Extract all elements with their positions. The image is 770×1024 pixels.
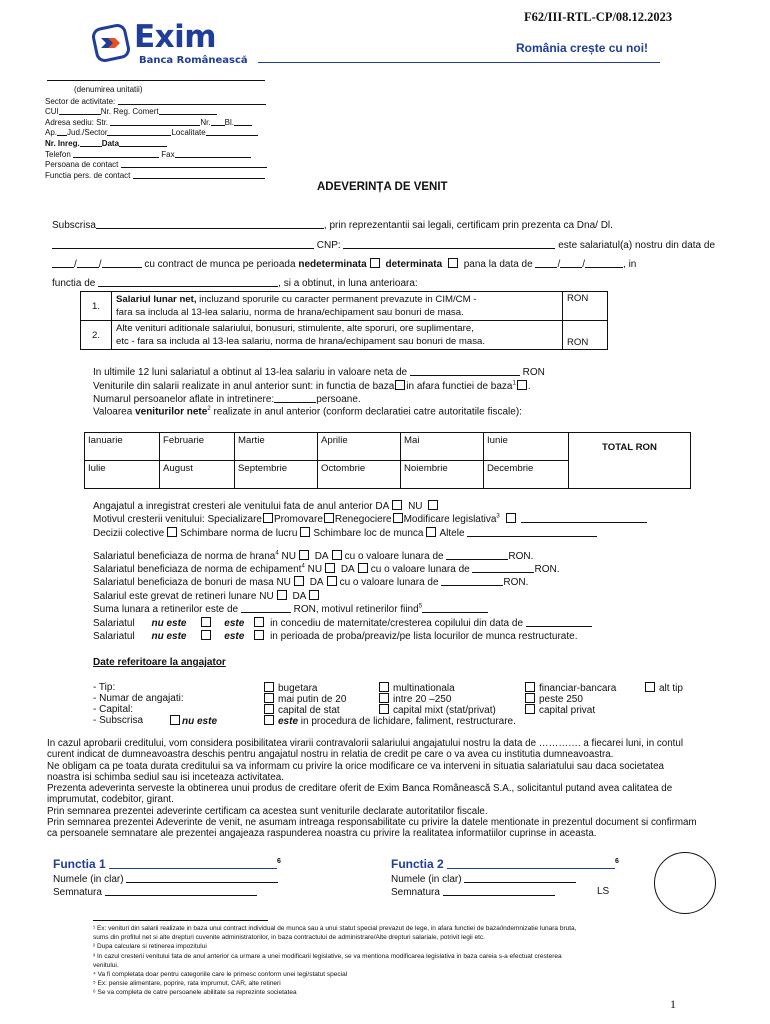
bugetara-checkbox[interactable]	[264, 682, 274, 692]
bugetara-option[interactable]: bugetara	[264, 682, 317, 694]
address-field[interactable]: Adresa sediu: Str. Nr. Bl.	[45, 116, 252, 127]
nedeterminata-checkbox[interactable]	[370, 258, 380, 268]
table-row	[81, 292, 608, 321]
month-cell[interactable]: Mai	[401, 433, 484, 461]
logo-subtitle: Banca Românească	[139, 55, 248, 66]
month-cell[interactable]: Iunie	[484, 433, 569, 461]
stats-line-1[interactable]: In ultimile 12 luni salariatul a obtinut al 13-lea salariu in valoare neta de RON	[93, 367, 545, 378]
echipament-da-checkbox[interactable]	[358, 563, 368, 573]
registration-field[interactable]: Nr. Inreg. Data	[45, 137, 167, 148]
phone-field[interactable]: Telefon Fax	[45, 148, 251, 159]
ls-label: LS	[597, 886, 610, 897]
procedura-checkbox[interactable]	[264, 715, 274, 725]
table-row	[85, 433, 691, 461]
nu-este-checkbox[interactable]	[170, 715, 180, 725]
alt-tip-option[interactable]: alt tip	[645, 682, 683, 694]
row-number: 1.	[81, 292, 112, 321]
intro-line-2[interactable]: CNP: este salariatul(a) nostru din data de	[52, 239, 715, 251]
row-number: 2.	[81, 321, 112, 350]
capital-stat-checkbox[interactable]	[264, 704, 274, 714]
month-cell[interactable]: Decembrie	[484, 461, 569, 489]
maternity-leave-line[interactable]: Salariatul nu este este in concediu de maternitate/cresterea copilului din data de	[93, 617, 592, 629]
peste-checkbox[interactable]	[525, 693, 535, 703]
multinationala-checkbox[interactable]	[379, 682, 389, 692]
bonuri-da-checkbox[interactable]	[327, 576, 337, 586]
signatory-1-name[interactable]: Numele (in clar)	[53, 873, 278, 885]
monthly-income-table	[84, 432, 691, 489]
mai-putin-checkbox[interactable]	[264, 693, 274, 703]
specializare-checkbox[interactable]	[263, 513, 273, 523]
signatory-1-signature[interactable]: Semnatura	[53, 886, 257, 898]
functia-baza-checkbox[interactable]	[395, 380, 405, 390]
page-title: ADEVERINȚA DE VENIT	[317, 181, 448, 193]
income-value-cell[interactable]: RON	[563, 321, 608, 350]
logo-name: Exim	[134, 19, 217, 55]
stats-line-4: Valoarea veniturilor nete$^2$ realizate in anul anterior (conform declaratiei catre autoritatile fiscale):	[93, 406, 522, 418]
month-cell[interactable]: Noiembrie	[401, 461, 484, 489]
form-code: F62/III-RTL-CP/08.12.2023	[524, 10, 673, 24]
bank-logo	[92, 19, 248, 72]
echipament-nu-checkbox[interactable]	[325, 563, 335, 573]
stats-line-2[interactable]: Veniturile din salarii realizate in anul anterior sunt: in functia de baza in afara functiei de baza$^1$ .	[93, 380, 531, 392]
employer-name-line[interactable]	[47, 80, 265, 81]
deductions-amount-line[interactable]: Suma lunara a retinerilor este de RON, motivul retinerilor fiind$^5$	[93, 603, 488, 615]
concediu-nu-este-checkbox[interactable]	[201, 617, 211, 627]
employer-type-label: - Tip:	[93, 682, 116, 693]
increase-reason-line-2[interactable]: Decizii colective Schimbare norma de lucru Schimbare loc de munca Altele	[93, 527, 597, 539]
subscrisa-nu-este[interactable]: nu este	[170, 715, 217, 727]
intro-line-3[interactable]: / / cu contract de munca pe perioada nedeterminata determinata pana la data de / / , in	[52, 258, 636, 270]
month-cell[interactable]: August	[160, 461, 235, 489]
income-increase-line[interactable]: Angajatul a inregistrat cresteri ale venitului fata de anul anterior DA NU	[93, 500, 441, 512]
probation-line[interactable]: Salariatul nu este este in perioada de proba/preaviz/pe lista locurilor de munca restructurate.	[93, 631, 578, 642]
income-description: Salariul lunar net, incluzand sporurile cu caracter permanent prevazute in CIM/CM - fara sa includa al 13-lea salariu, norma de hrana/echipament sau bonuri de masa.	[112, 292, 563, 321]
declaration-paragraphs: In cazul aprobarii creditului, vom considera posibilitatea virarii contravalorii salariului angajatului nostru la data de …………. a fiecarei luni, in contul curent indicat de dumneavoastra deschis pentru angajatul nostru in relatia de credit pe care o va avea cu institutia dumneavoastra. Ne obligam ca pe toata durata creditului sa va informam cu privire la orice modificare ce va interveni in situatia salariatului sau daca societatea noastra isi schimba sediul sau isi inceteaza activitatea. Prezenta adeverinta serveste la obtinerea unui produs de creditare oferit de Exim Banca Românească S.A., solicitantul putand avea calitatea de imprumutat, codebitor, girant. Prin semnarea prezentei adeverinte certificam ca acestea sunt veniturile declarate autoritatilor fiscale. Prin semnarea prezentei Adeverinte de venit, ne asumam intreaga responsabilitate cu privire la datele mentionate in prezentul document si confirmam ca persoanele semnatare ale prezentei angajeaza raspunderea noastra cu privire la realitatea informatiilor cuprinse in aceasta.	[47, 738, 697, 840]
subscrisa-label: - Subscrisa	[93, 715, 144, 726]
determinata-checkbox[interactable]	[448, 258, 458, 268]
capital-mixt-checkbox[interactable]	[379, 704, 389, 714]
page-number: 1	[670, 997, 676, 1011]
stamp-circle[interactable]	[654, 852, 716, 914]
meal-vouchers-line[interactable]: Salariatul beneficiaza de bonuri de masa NU DA cu o valoare lunara de RON.	[93, 577, 529, 588]
signatory-1-function[interactable]: Functia 1 $^6$	[53, 857, 281, 871]
cui-field[interactable]: CUI Nr. Reg. Comert	[45, 105, 217, 116]
renegociere-checkbox[interactable]	[393, 513, 403, 523]
afara-functiei-checkbox[interactable]	[517, 380, 527, 390]
employer-data-heading: Date referitoare la angajator	[93, 657, 226, 668]
capital-label: - Capital:	[93, 704, 134, 715]
hrana-nu-checkbox[interactable]	[299, 550, 309, 560]
decizii-checkbox[interactable]	[167, 527, 177, 537]
capital-privat-option[interactable]: capital privat	[525, 704, 595, 716]
signatory-2-function[interactable]: Functia 2 $^6$	[391, 857, 619, 871]
stats-line-3[interactable]: Numarul persoanelor aflate in intretinere: persoane.	[93, 394, 361, 405]
schimbare-norma-checkbox[interactable]	[300, 527, 310, 537]
intro-line-1[interactable]: Subscrisa , prin reprezentantii sai legali, certificam prin prezenta ca Dna/ Dl.	[52, 220, 613, 231]
employee-count-label: - Numar de angajati:	[93, 693, 184, 704]
financiar-option[interactable]: financiar-bancara	[525, 682, 616, 694]
increase-reason-line[interactable]: Motivul cresterii venitului: Specializare Promovare Renegociere Modificare legislativa$^3$	[93, 513, 647, 525]
equipment-norm-line[interactable]: Salariatul beneficiaza de norma de echipament$^4$ NU DA cu o valoare lunara de RON.	[93, 563, 560, 575]
retineri-da-checkbox[interactable]	[309, 590, 319, 600]
intre-checkbox[interactable]	[379, 693, 389, 703]
multinationala-option[interactable]: multinationala	[379, 682, 455, 694]
income-description: Alte venituri aditionale salariului, bonusuri, stimulente, alte sporuri, ore suplimentare, etc - fara sa includa al 13-lea salariu, norma de hrana/echipament sau bonuri de masa.	[112, 321, 563, 350]
sector-field[interactable]: Sector de activitate:	[45, 95, 266, 106]
bonuri-nu-checkbox[interactable]	[294, 576, 304, 586]
procedura-option[interactable]: este in procedura de lichidare, faliment, restructurare.	[264, 715, 516, 727]
increase-nu-checkbox[interactable]	[428, 500, 438, 510]
concediu-este-checkbox[interactable]	[254, 617, 264, 627]
month-cell[interactable]: Octombrie	[318, 461, 401, 489]
county-field[interactable]: Ap. Jud./Sector Localitate	[45, 126, 258, 137]
hrana-da-checkbox[interactable]	[332, 550, 342, 560]
capital-mixt-option[interactable]: capital mixt (stat/privat)	[379, 704, 496, 716]
footnote-rule	[93, 920, 268, 921]
alt-tip-checkbox[interactable]	[645, 682, 655, 692]
employer-name-label: (denumirea unitatii)	[74, 85, 143, 94]
intro-line-4[interactable]: functia de , si a obtinut, in luna anterioara:	[52, 278, 418, 289]
header-rule	[258, 62, 660, 63]
footnotes: ¹ Ex: venituri din salarii realizate in baza unui contract individual de munca sau a unui statut special prevazut de lege, in afara functiei de baza/indemnizatie lunara bruta, sums din profitul net si alte drepturi cuvenite administratorilor, in baza contractului de administrare/Alte drepturi salariale, potrivit legii etc. ² Dupa calculare si retinerea impozitului ³ In cazul cresterii venitului fata de anul anterior ca urmare a unei modificarii legislative, se va mentiona modificarea legislativa in baza careia s-a efectuat cresterea venitului. ⁴ Va fi completata doar pentru categoriile care le primesc conform unei legi/statut special ⁵ Ex: pensie alimentare, poprire, rata imprumut, CAR, alte retineri ⁶ Se va completa de catre persoanele abilitate sa reprezinte societatea	[93, 925, 577, 997]
financiar-checkbox[interactable]	[525, 682, 535, 692]
mai-putin-option[interactable]: mai putin de 20	[264, 693, 346, 705]
schimbare-loc-checkbox[interactable]	[426, 527, 436, 537]
slogan: România crește cu noi!	[516, 41, 649, 55]
modificare-checkbox[interactable]	[506, 513, 516, 523]
exim-logo-icon	[92, 24, 130, 62]
increase-da-checkbox[interactable]	[392, 500, 402, 510]
retineri-nu-checkbox[interactable]	[277, 590, 287, 600]
contact-field[interactable]: Persoana de contact	[45, 158, 267, 169]
month-cell[interactable]: Iulie	[85, 461, 160, 489]
meal-norm-line[interactable]: Salariatul beneficiaza de norma de hrana$^4$ NU DA cu o valoare lunara de RON.	[93, 550, 534, 562]
signatory-2-name[interactable]: Numele (in clar)	[391, 873, 576, 885]
income-table	[80, 291, 608, 350]
month-cell[interactable]: Martie	[235, 433, 318, 461]
table-row	[81, 321, 608, 350]
peste-option[interactable]: peste 250	[525, 693, 583, 705]
proba-nu-este-checkbox[interactable]	[201, 630, 211, 640]
intre-option[interactable]: intre 20 –250	[379, 693, 451, 705]
total-cell: TOTAL RON	[569, 433, 691, 489]
income-value-cell[interactable]: RON	[563, 292, 608, 321]
month-cell[interactable]: Septembrie	[235, 461, 318, 489]
deductions-line[interactable]: Salariul este grevat de retineri lunare NU DA	[93, 590, 322, 602]
signatory-2-signature[interactable]: Semnatura	[391, 886, 555, 898]
month-cell[interactable]: Aprilie	[318, 433, 401, 461]
month-cell[interactable]: Februarie	[160, 433, 235, 461]
capital-stat-option[interactable]: capital de stat	[264, 704, 340, 716]
proba-este-checkbox[interactable]	[254, 630, 264, 640]
contact-function-field[interactable]: Functia pers. de contact	[45, 169, 265, 180]
month-cell[interactable]: Ianuarie	[85, 433, 160, 461]
promovare-checkbox[interactable]	[324, 513, 334, 523]
capital-privat-checkbox[interactable]	[525, 704, 535, 714]
